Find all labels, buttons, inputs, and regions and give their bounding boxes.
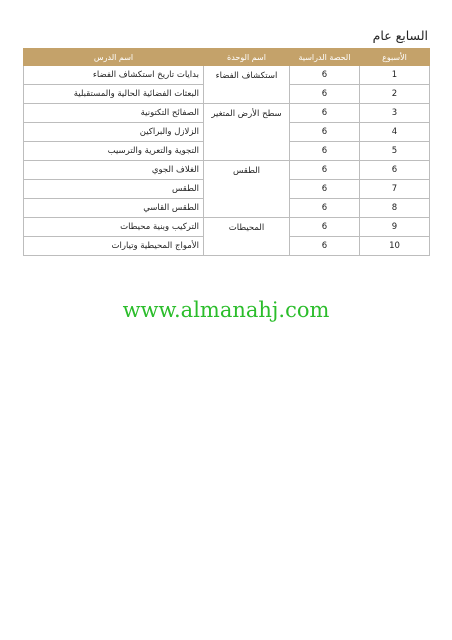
week-cell: 1: [360, 66, 430, 85]
week-cell: 5: [360, 142, 430, 161]
column-header-unit: اسم الوحدة: [204, 49, 290, 66]
lesson-cell: التجوية والتعرية والترسيب: [24, 142, 204, 161]
periods-cell: 6: [290, 66, 360, 85]
week-cell: 3: [360, 104, 430, 123]
table-header-row: [24, 49, 430, 66]
periods-cell: 6: [290, 85, 360, 104]
table-row: [24, 161, 430, 180]
column-header-week: الأسبوع: [360, 49, 430, 66]
week-cell: 8: [360, 199, 430, 218]
watermark-link[interactable]: www.almanahj.com: [122, 298, 330, 322]
periods-cell: 6: [290, 199, 360, 218]
week-cell: 7: [360, 180, 430, 199]
week-cell: 2: [360, 85, 430, 104]
week-cell: 9: [360, 218, 430, 237]
lesson-cell: الزلازل والبراكين: [24, 123, 204, 142]
lesson-cell: الصفائح التكتونية: [24, 104, 204, 123]
unit-cell: المحيطات: [204, 218, 290, 256]
week-cell: 4: [360, 123, 430, 142]
unit-cell: سطح الأرض المتغير: [204, 104, 290, 161]
lesson-cell: بدايات تاريخ استكشاف الفضاء: [24, 66, 204, 85]
column-header-periods: الحصة الدراسية: [290, 49, 360, 66]
week-cell: 6: [360, 161, 430, 180]
periods-cell: 6: [290, 237, 360, 256]
table-row: [24, 104, 430, 123]
periods-cell: 6: [290, 104, 360, 123]
column-header-lesson: اسم الدرس: [24, 49, 204, 66]
lesson-cell: الطقس القاسي: [24, 199, 204, 218]
table-row: [24, 66, 430, 85]
lesson-cell: التركيب وبنية محيطات: [24, 218, 204, 237]
curriculum-table: [23, 48, 430, 256]
lesson-cell: الطقس: [24, 180, 204, 199]
lesson-cell: البعثات الفضائية الحالية والمستقبلية: [24, 85, 204, 104]
lesson-cell: الغلاف الجوي: [24, 161, 204, 180]
unit-cell: استكشاف الفضاء: [204, 66, 290, 104]
page-title: السابع عام: [372, 28, 428, 43]
periods-cell: 6: [290, 142, 360, 161]
periods-cell: 6: [290, 218, 360, 237]
week-cell: 10: [360, 237, 430, 256]
periods-cell: 6: [290, 123, 360, 142]
lesson-cell: الأمواج المحيطية وتيارات: [24, 237, 204, 256]
table-row: [24, 218, 430, 237]
periods-cell: 6: [290, 180, 360, 199]
unit-cell: الطقس: [204, 161, 290, 218]
periods-cell: 6: [290, 161, 360, 180]
